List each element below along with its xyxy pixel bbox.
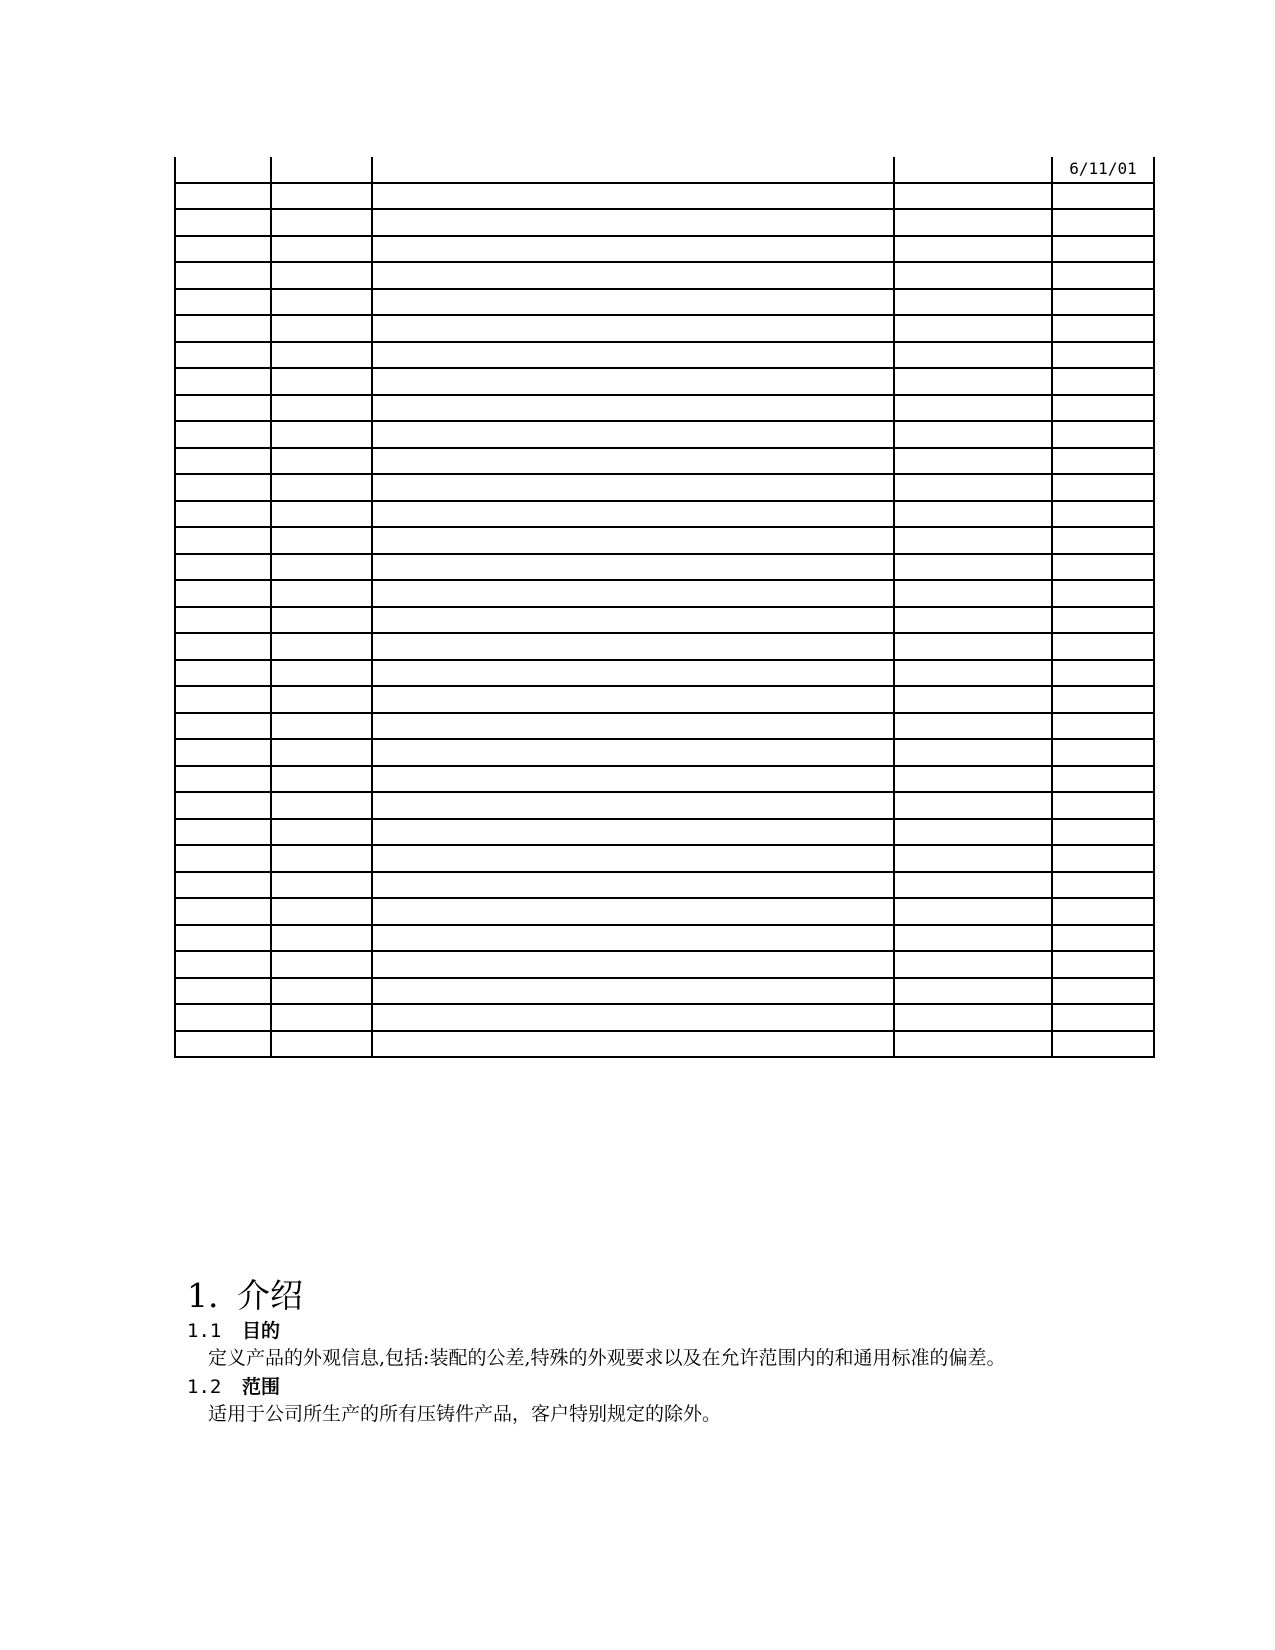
table-cell (1052, 925, 1154, 952)
table-cell (271, 368, 372, 395)
table-cell (175, 607, 271, 634)
table-cell (894, 554, 1052, 581)
table-cell (372, 342, 894, 369)
subsection-title: 范围 (242, 1376, 281, 1398)
table-cell (271, 633, 372, 660)
table-row (175, 925, 1154, 952)
table-cell (372, 554, 894, 581)
table-cell (1052, 368, 1154, 395)
table-cell (894, 898, 1052, 925)
table-cell (271, 421, 372, 448)
table-cell (894, 1031, 1052, 1058)
table-cell (271, 978, 372, 1005)
table-cell (372, 951, 894, 978)
table-cell (372, 236, 894, 263)
table-cell (372, 633, 894, 660)
table-cell (271, 580, 372, 607)
table-cell (271, 315, 372, 342)
table-row (175, 448, 1154, 475)
table-cell (1052, 766, 1154, 793)
table-row (175, 686, 1154, 713)
table-cell (175, 925, 271, 952)
table-cell (894, 315, 1052, 342)
table-cell (894, 342, 1052, 369)
table-cell (1052, 1031, 1154, 1058)
table-cell (1052, 501, 1154, 528)
table-cell (175, 872, 271, 899)
table-row (175, 819, 1154, 846)
scope-paragraph: 适用于公司所生产的所有压铸件产品，客户特别规定的除外。 (208, 1403, 722, 1425)
table-cell (894, 157, 1052, 183)
table-cell (372, 819, 894, 846)
table-cell (372, 872, 894, 899)
table-cell (894, 633, 1052, 660)
table-cell (271, 607, 372, 634)
table-cell (175, 633, 271, 660)
table-row (175, 1004, 1154, 1031)
table-cell (1052, 1004, 1154, 1031)
table-cell (1052, 236, 1154, 263)
table-cell (271, 527, 372, 554)
table-cell (271, 1031, 372, 1058)
table-cell (271, 713, 372, 740)
table-cell (271, 183, 372, 210)
table-cell (372, 1031, 894, 1058)
table-cell (271, 925, 372, 952)
table-cell (271, 236, 372, 263)
table-cell (1052, 342, 1154, 369)
subsection-title: 目的 (242, 1320, 281, 1342)
table-cell (372, 1004, 894, 1031)
table-cell (1052, 448, 1154, 475)
table-cell (372, 395, 894, 422)
table-cell (175, 209, 271, 236)
table-row (175, 236, 1154, 263)
table-cell (1052, 554, 1154, 581)
table-row (175, 501, 1154, 528)
table-cell (1052, 209, 1154, 236)
table-cell (894, 421, 1052, 448)
table-cell (175, 739, 271, 766)
section-heading (187, 1276, 1147, 1316)
table-row (175, 739, 1154, 766)
table-cell (894, 262, 1052, 289)
table-row (175, 633, 1154, 660)
table-cell (175, 236, 271, 263)
table-cell (175, 157, 271, 183)
table-row (175, 580, 1154, 607)
table-row (175, 315, 1154, 342)
table-cell (271, 554, 372, 581)
introduction-section (187, 1276, 1147, 1428)
table-row (175, 845, 1154, 872)
table-cell (1052, 421, 1154, 448)
table-row (175, 157, 1154, 183)
table-cell (1052, 527, 1154, 554)
subsection-number: 1.2 (187, 1376, 222, 1398)
table-cell (372, 792, 894, 819)
table-cell (372, 898, 894, 925)
table-row (175, 395, 1154, 422)
table-cell (1052, 739, 1154, 766)
table-cell (894, 368, 1052, 395)
table-cell (1052, 660, 1154, 687)
table-cell (175, 501, 271, 528)
table-cell (175, 474, 271, 501)
table-cell (372, 580, 894, 607)
table-cell (175, 580, 271, 607)
table-cell (175, 527, 271, 554)
table-cell (1052, 183, 1154, 210)
section-number: 1. (187, 1276, 219, 1315)
table-cell (1052, 792, 1154, 819)
table-row (175, 421, 1154, 448)
table-cell (1052, 978, 1154, 1005)
table-cell (271, 898, 372, 925)
table-cell (1052, 474, 1154, 501)
table-cell (1052, 819, 1154, 846)
table-row (175, 262, 1154, 289)
table-cell (175, 1004, 271, 1031)
table-cell (894, 607, 1052, 634)
table-row (175, 898, 1154, 925)
table-cell (894, 845, 1052, 872)
table-row (175, 527, 1154, 554)
table-cell (894, 183, 1052, 210)
table-cell (1052, 686, 1154, 713)
table-cell (1052, 580, 1154, 607)
table-row (175, 978, 1154, 1005)
table-cell (175, 395, 271, 422)
table-row (175, 607, 1154, 634)
table-cell (271, 739, 372, 766)
table-cell (175, 686, 271, 713)
table-row (175, 289, 1154, 316)
table-cell (175, 421, 271, 448)
table-cell (271, 395, 372, 422)
table-cell (1052, 872, 1154, 899)
table-cell (894, 448, 1052, 475)
table-cell (372, 713, 894, 740)
table-cell (894, 474, 1052, 501)
subsection-heading-purpose (187, 1318, 1147, 1344)
table-cell (271, 819, 372, 846)
table-cell (1052, 395, 1154, 422)
table-cell (175, 315, 271, 342)
table-cell (894, 792, 1052, 819)
table-cell (1052, 951, 1154, 978)
table-cell (372, 421, 894, 448)
table-row (175, 342, 1154, 369)
table-cell (372, 766, 894, 793)
table-cell (1052, 713, 1154, 740)
table-cell (372, 315, 894, 342)
table-cell (894, 660, 1052, 687)
table-cell (372, 527, 894, 554)
table-row (175, 474, 1154, 501)
table-cell (372, 183, 894, 210)
table-cell (372, 157, 894, 183)
table-row (175, 554, 1154, 581)
table-cell (894, 766, 1052, 793)
table-cell (894, 686, 1052, 713)
table-cell (271, 501, 372, 528)
table-cell (894, 395, 1052, 422)
table-cell (1052, 845, 1154, 872)
table-cell (271, 1004, 372, 1031)
purpose-paragraph: 定义产品的外观信息,包括:装配的公差,特殊的外观要求以及在允许范围内的和通用标准的偏差。 (208, 1347, 1006, 1369)
table-cell (175, 448, 271, 475)
section-title: 介绍 (237, 1276, 303, 1315)
table-cell (175, 978, 271, 1005)
subsection-number: 1.1 (187, 1320, 222, 1342)
table-cell (271, 448, 372, 475)
table-cell (894, 501, 1052, 528)
table-cell (894, 580, 1052, 607)
table-cell (894, 872, 1052, 899)
table-row (175, 368, 1154, 395)
table-row (175, 792, 1154, 819)
table-cell (372, 474, 894, 501)
table-row (175, 872, 1154, 899)
table-cell (1052, 315, 1154, 342)
table-cell (894, 1004, 1052, 1031)
table-cell (271, 951, 372, 978)
table-row (175, 951, 1154, 978)
table-cell: 6/11/01 (1052, 157, 1154, 183)
table-cell (372, 686, 894, 713)
table-cell (271, 766, 372, 793)
table-cell (372, 209, 894, 236)
table-cell (271, 792, 372, 819)
table-cell (372, 607, 894, 634)
table-cell (271, 686, 372, 713)
table-cell (372, 501, 894, 528)
table-cell (271, 474, 372, 501)
table-cell (894, 713, 1052, 740)
table-cell (175, 368, 271, 395)
table-cell (271, 872, 372, 899)
table-cell (175, 766, 271, 793)
revision-table-body (175, 157, 1154, 1057)
table-cell (1052, 262, 1154, 289)
table-cell (175, 342, 271, 369)
table-cell (271, 289, 372, 316)
table-cell (271, 209, 372, 236)
table-cell (175, 262, 271, 289)
table-cell (894, 739, 1052, 766)
table-row (175, 713, 1154, 740)
table-cell (894, 289, 1052, 316)
table-cell (894, 951, 1052, 978)
table-cell (1052, 898, 1154, 925)
table-cell (372, 368, 894, 395)
table-cell (372, 660, 894, 687)
table-cell (175, 289, 271, 316)
table-cell (372, 739, 894, 766)
table-cell (175, 713, 271, 740)
table-cell (1052, 633, 1154, 660)
table-cell (271, 342, 372, 369)
table-cell (175, 183, 271, 210)
table-cell (175, 898, 271, 925)
table-cell (175, 660, 271, 687)
table-cell (894, 236, 1052, 263)
table-cell (372, 925, 894, 952)
table-row (175, 766, 1154, 793)
table-cell (175, 845, 271, 872)
table-cell (372, 289, 894, 316)
table-row (175, 209, 1154, 236)
table-cell (372, 448, 894, 475)
table-cell (175, 554, 271, 581)
table-cell (271, 845, 372, 872)
subsection-heading-scope (187, 1374, 1147, 1400)
table-row (175, 183, 1154, 210)
table-cell (271, 157, 372, 183)
table-cell (894, 819, 1052, 846)
table-row (175, 1031, 1154, 1058)
table-cell (175, 951, 271, 978)
table-cell (175, 819, 271, 846)
table-cell (372, 262, 894, 289)
table-cell (894, 209, 1052, 236)
table-cell (372, 845, 894, 872)
table-cell (1052, 607, 1154, 634)
table-cell (271, 262, 372, 289)
table-cell (894, 978, 1052, 1005)
table-cell (175, 1031, 271, 1058)
table-cell (894, 527, 1052, 554)
revision-table (174, 157, 1155, 1058)
table-cell (1052, 289, 1154, 316)
table-cell (372, 978, 894, 1005)
table-cell (894, 925, 1052, 952)
table-cell (271, 660, 372, 687)
table-cell (175, 792, 271, 819)
table-row (175, 660, 1154, 687)
